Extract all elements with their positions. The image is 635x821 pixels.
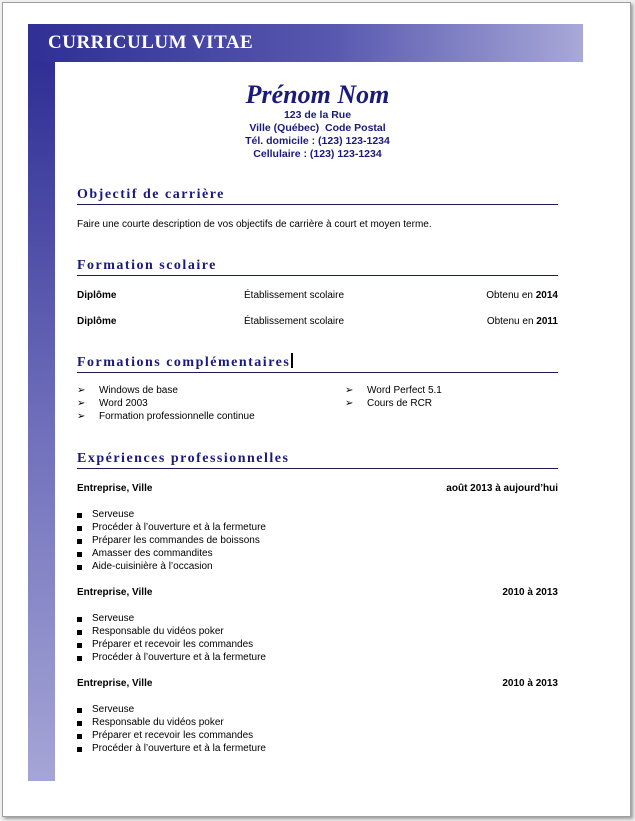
education-obtained[interactable] xyxy=(400,289,558,302)
training-item[interactable]: Word Perfect 5.1 xyxy=(367,385,442,396)
training-item[interactable]: Windows de base xyxy=(99,385,178,396)
job-task[interactable]: Responsable du vidéos poker xyxy=(92,626,224,637)
job-company[interactable]: Entreprise, Ville xyxy=(77,587,153,598)
job-company[interactable]: Entreprise, Ville xyxy=(77,483,153,494)
job-task[interactable]: Préparer et recevoir les commandes xyxy=(92,730,254,741)
job-task[interactable]: Procéder à l’ouverture et à la fermeture xyxy=(92,522,266,533)
training-item[interactable]: Cours de RCR xyxy=(367,398,433,409)
arrow-bullet-icon: ➢ xyxy=(77,411,86,422)
job-task[interactable]: Aide-cuisinière à l’occasion xyxy=(92,561,213,572)
arrow-bullet-icon: ➢ xyxy=(77,398,86,409)
square-bullet-icon xyxy=(77,565,82,570)
square-bullet-icon xyxy=(77,643,82,648)
address-line-2[interactable]: Ville (Québec) Code Postal xyxy=(249,122,386,134)
square-bullet-icon xyxy=(77,526,82,531)
square-bullet-icon xyxy=(77,630,82,635)
training-title-text: Formations complémentaires xyxy=(77,355,291,370)
job-dates[interactable]: 2010 à 2013 xyxy=(502,587,558,598)
section-title-objective[interactable]: Objectif de carrière xyxy=(77,187,558,205)
square-bullet-icon xyxy=(77,513,82,518)
training-item[interactable]: Word 2003 xyxy=(99,398,148,409)
education-degree[interactable]: Diplôme xyxy=(77,316,117,327)
education-year: 2011 xyxy=(536,316,558,327)
education-year: 2014 xyxy=(535,290,558,301)
job-dates[interactable]: 2010 à 2013 xyxy=(502,678,558,689)
job-task[interactable]: Serveuse xyxy=(92,613,135,624)
cell-phone[interactable]: Cellulaire : (123) 123-1234 xyxy=(253,148,382,160)
text-cursor xyxy=(291,353,293,368)
education-school[interactable]: Établissement scolaire xyxy=(244,316,345,327)
square-bullet-icon xyxy=(77,734,82,739)
square-bullet-icon xyxy=(77,708,82,713)
job-dates[interactable]: août 2013 à aujourd’hui xyxy=(446,483,558,494)
training-item[interactable]: Formation professionnelle continue xyxy=(99,411,255,422)
section-title-education[interactable]: Formation scolaire xyxy=(77,258,558,276)
square-bullet-icon xyxy=(77,747,82,752)
job-task[interactable]: Procéder à l’ouverture et à la fermeture xyxy=(92,652,266,663)
arrow-bullet-icon: ➢ xyxy=(77,385,86,396)
address-line-1[interactable]: 123 de la Rue xyxy=(283,109,352,121)
arrow-bullet-icon: ➢ xyxy=(345,385,354,396)
candidate-name[interactable]: Prénom Nom xyxy=(245,80,390,109)
job-company[interactable]: Entreprise, Ville xyxy=(77,678,153,689)
square-bullet-icon xyxy=(77,656,82,661)
home-phone[interactable]: Tél. domicile : (123) 123-1234 xyxy=(245,135,390,147)
job-task[interactable]: Préparer les commandes de boissons xyxy=(92,535,260,546)
education-obtained-prefix: Obtenu en xyxy=(486,290,536,301)
cv-title: CURRICULUM VITAE xyxy=(48,32,254,53)
square-bullet-icon xyxy=(77,552,82,557)
education-obtained[interactable] xyxy=(400,315,558,328)
objective-text[interactable]: Faire une courte description de vos objectifs de carrière à court et moyen terme. xyxy=(77,219,432,230)
arrow-bullet-icon: ➢ xyxy=(345,398,354,409)
job-task[interactable]: Amasser des commandites xyxy=(92,548,213,559)
job-task[interactable]: Responsable du vidéos poker xyxy=(92,717,224,728)
job-task[interactable]: Serveuse xyxy=(92,704,135,715)
education-degree[interactable]: Diplôme xyxy=(77,290,117,301)
square-bullet-icon xyxy=(77,721,82,726)
section-title-experience[interactable]: Expériences professionnelles xyxy=(77,451,558,469)
square-bullet-icon xyxy=(77,539,82,544)
education-school[interactable]: Établissement scolaire xyxy=(244,290,345,301)
side-accent-bar xyxy=(28,62,55,781)
job-task[interactable]: Procéder à l’ouverture et à la fermeture xyxy=(92,743,266,754)
job-task[interactable]: Préparer et recevoir les commandes xyxy=(92,639,254,650)
square-bullet-icon xyxy=(77,617,82,622)
education-obtained-prefix: Obtenu en xyxy=(486,316,537,327)
section-title-training[interactable] xyxy=(77,353,558,373)
job-task[interactable]: Serveuse xyxy=(92,509,135,520)
